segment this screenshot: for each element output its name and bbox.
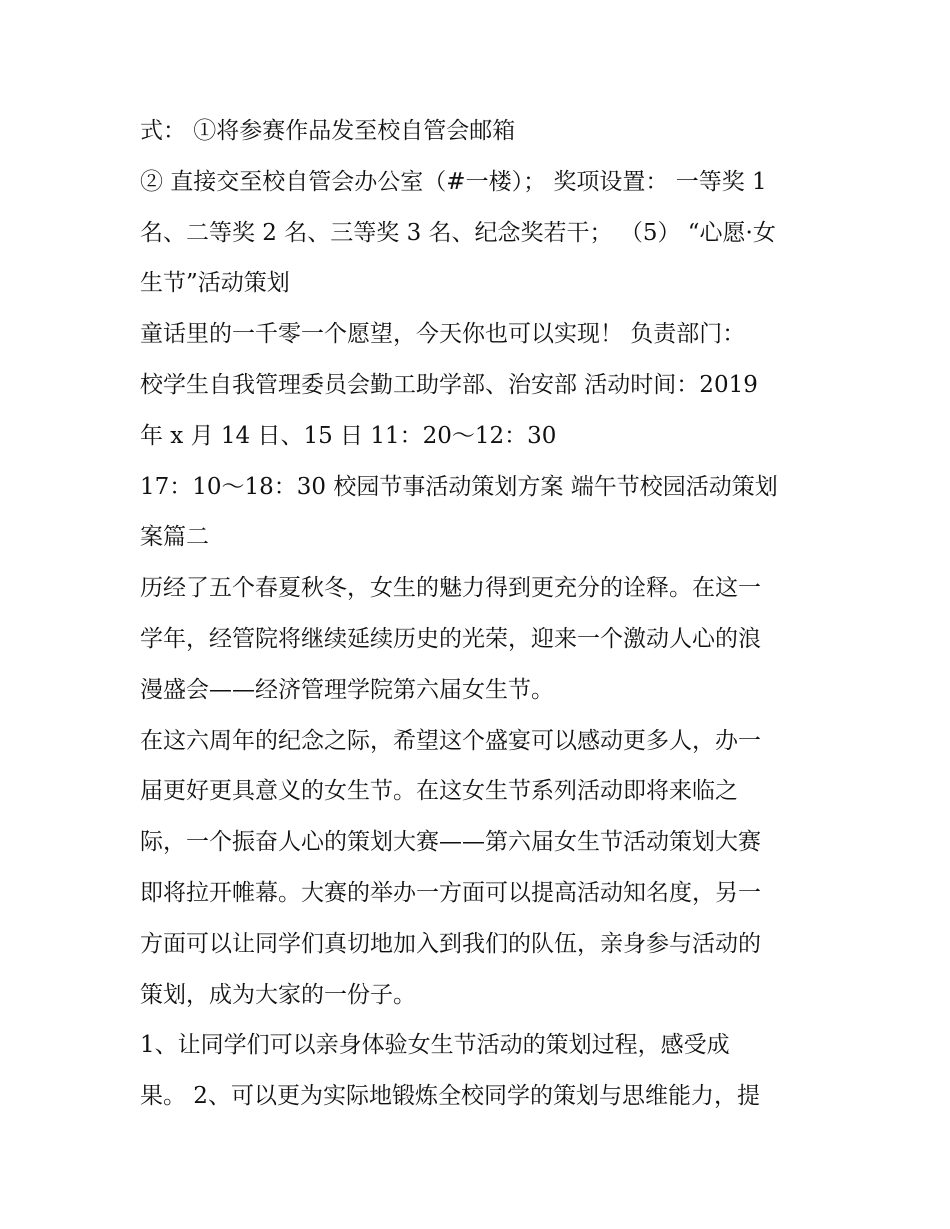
text-line: 际，一个振奋人心的策划大赛——第六届女生节活动策划大赛 [140, 829, 761, 856]
text-line: 式： ①将参赛作品发至校自管会邮箱 [140, 118, 516, 144]
text-line: 届更好更具意义的女生节。在这女生节系列活动即将来临之 [140, 778, 738, 805]
text-line: 名、二等奖 2 名、三等奖 3 名、纪念奖若干； （5） “心愿·女 [140, 219, 776, 246]
text-line: 漫盛会——经济管理学院第六届女生节。 [140, 676, 554, 703]
text-line: 童话里的一千零一个愿望，今天你也可以实现！ 负责部门： [140, 321, 746, 348]
text-line: 17：10～18：30 校园节事活动策划方案 端午节校园活动策划 [140, 473, 778, 500]
text-line: 即将拉开帷幕。大赛的举办一方面可以提高活动知名度，另一 [140, 879, 761, 906]
text-line: ② 直接交至校自管会办公室（#一楼）； 奖项设置： 一等奖 1 [140, 168, 767, 195]
text-line: 历经了五个春夏秋冬，女生的魅力得到更充分的诠释。在这一 [140, 575, 761, 602]
text-line: 方面可以让同学们真切地加入到我们的队伍，亲身参与活动的 [140, 930, 761, 957]
text-line: 1、让同学们可以亲身体验女生节活动的策划过程，感受成 [140, 1032, 730, 1059]
document-body [140, 106, 820, 1122]
text-line: 生节”活动策划 [140, 270, 290, 297]
text-line: 果。 2、可以更为实际地锻炼全校同学的策划与思维能力，提 [140, 1083, 760, 1110]
text-line: 策划，成为大家的一份子。 [140, 981, 416, 1008]
text-line: 案篇二 [140, 524, 209, 551]
text-line: 校学生自我管理委员会勤工助学部、治安部 活动时间：2019 [140, 371, 758, 398]
text-line: 年 x 月 14 日、15 日 11：20～12：30 [140, 422, 557, 449]
text-line: 在这六周年的纪念之际，希望这个盛宴可以感动更多人，办一 [140, 727, 761, 754]
text-line: 学年，经管院将继续延续历史的光荣，迎来一个激动人心的浪 [140, 625, 761, 652]
